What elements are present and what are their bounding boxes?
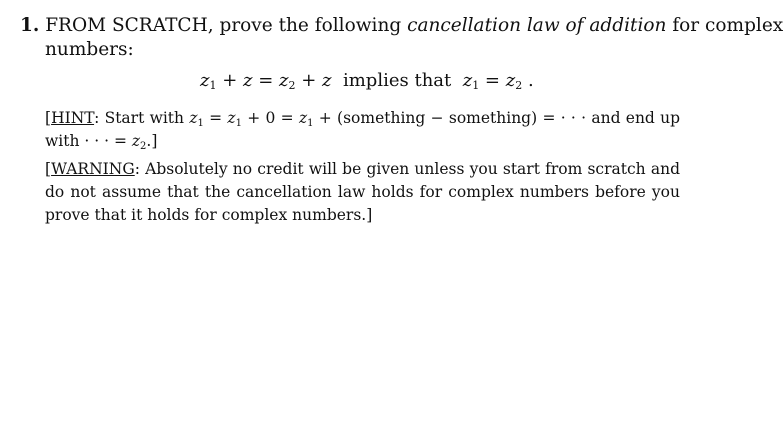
problem-intro-emphasis: cancellation law of addition <box>407 15 667 36</box>
cancellation-law-equation: $z_1 + z = z_2 + z$ implies that $z_1 = z_2$ . <box>200 70 534 92</box>
warning-text: Absolutely no credit will be given unless you start from scratch and do not assume that the cancellation law holds for complex numbers before you prove that it holds for complex numbers.] <box>45 160 680 224</box>
implies-text: implies that <box>342 70 452 91</box>
warning-paragraph: [WARNING: Absolutely no credit will be given unless you start from scratch and do not assume that the cancellation law holds for complex numbers before you prove that it holds for complex numbers.] <box>45 160 680 224</box>
problem-intro-b: for complex <box>666 15 783 36</box>
problem-intro-continuation: numbers: <box>45 39 134 60</box>
problem-number: 1. <box>20 15 40 36</box>
problem-statement-line <box>20 14 783 38</box>
problem-title: FROM SCRATCH, <box>45 15 214 36</box>
warning-label: WARNING <box>51 160 135 178</box>
hint-label: HINT <box>51 109 95 127</box>
problem-1 <box>20 14 783 227</box>
problem-intro-a: prove the following <box>213 15 408 36</box>
hint-paragraph: [HINT: Start with $z_1 = z_1 + 0 = z_1$ + (something − something) = · · · and end up with · · · = $z_2$.] <box>45 109 681 152</box>
